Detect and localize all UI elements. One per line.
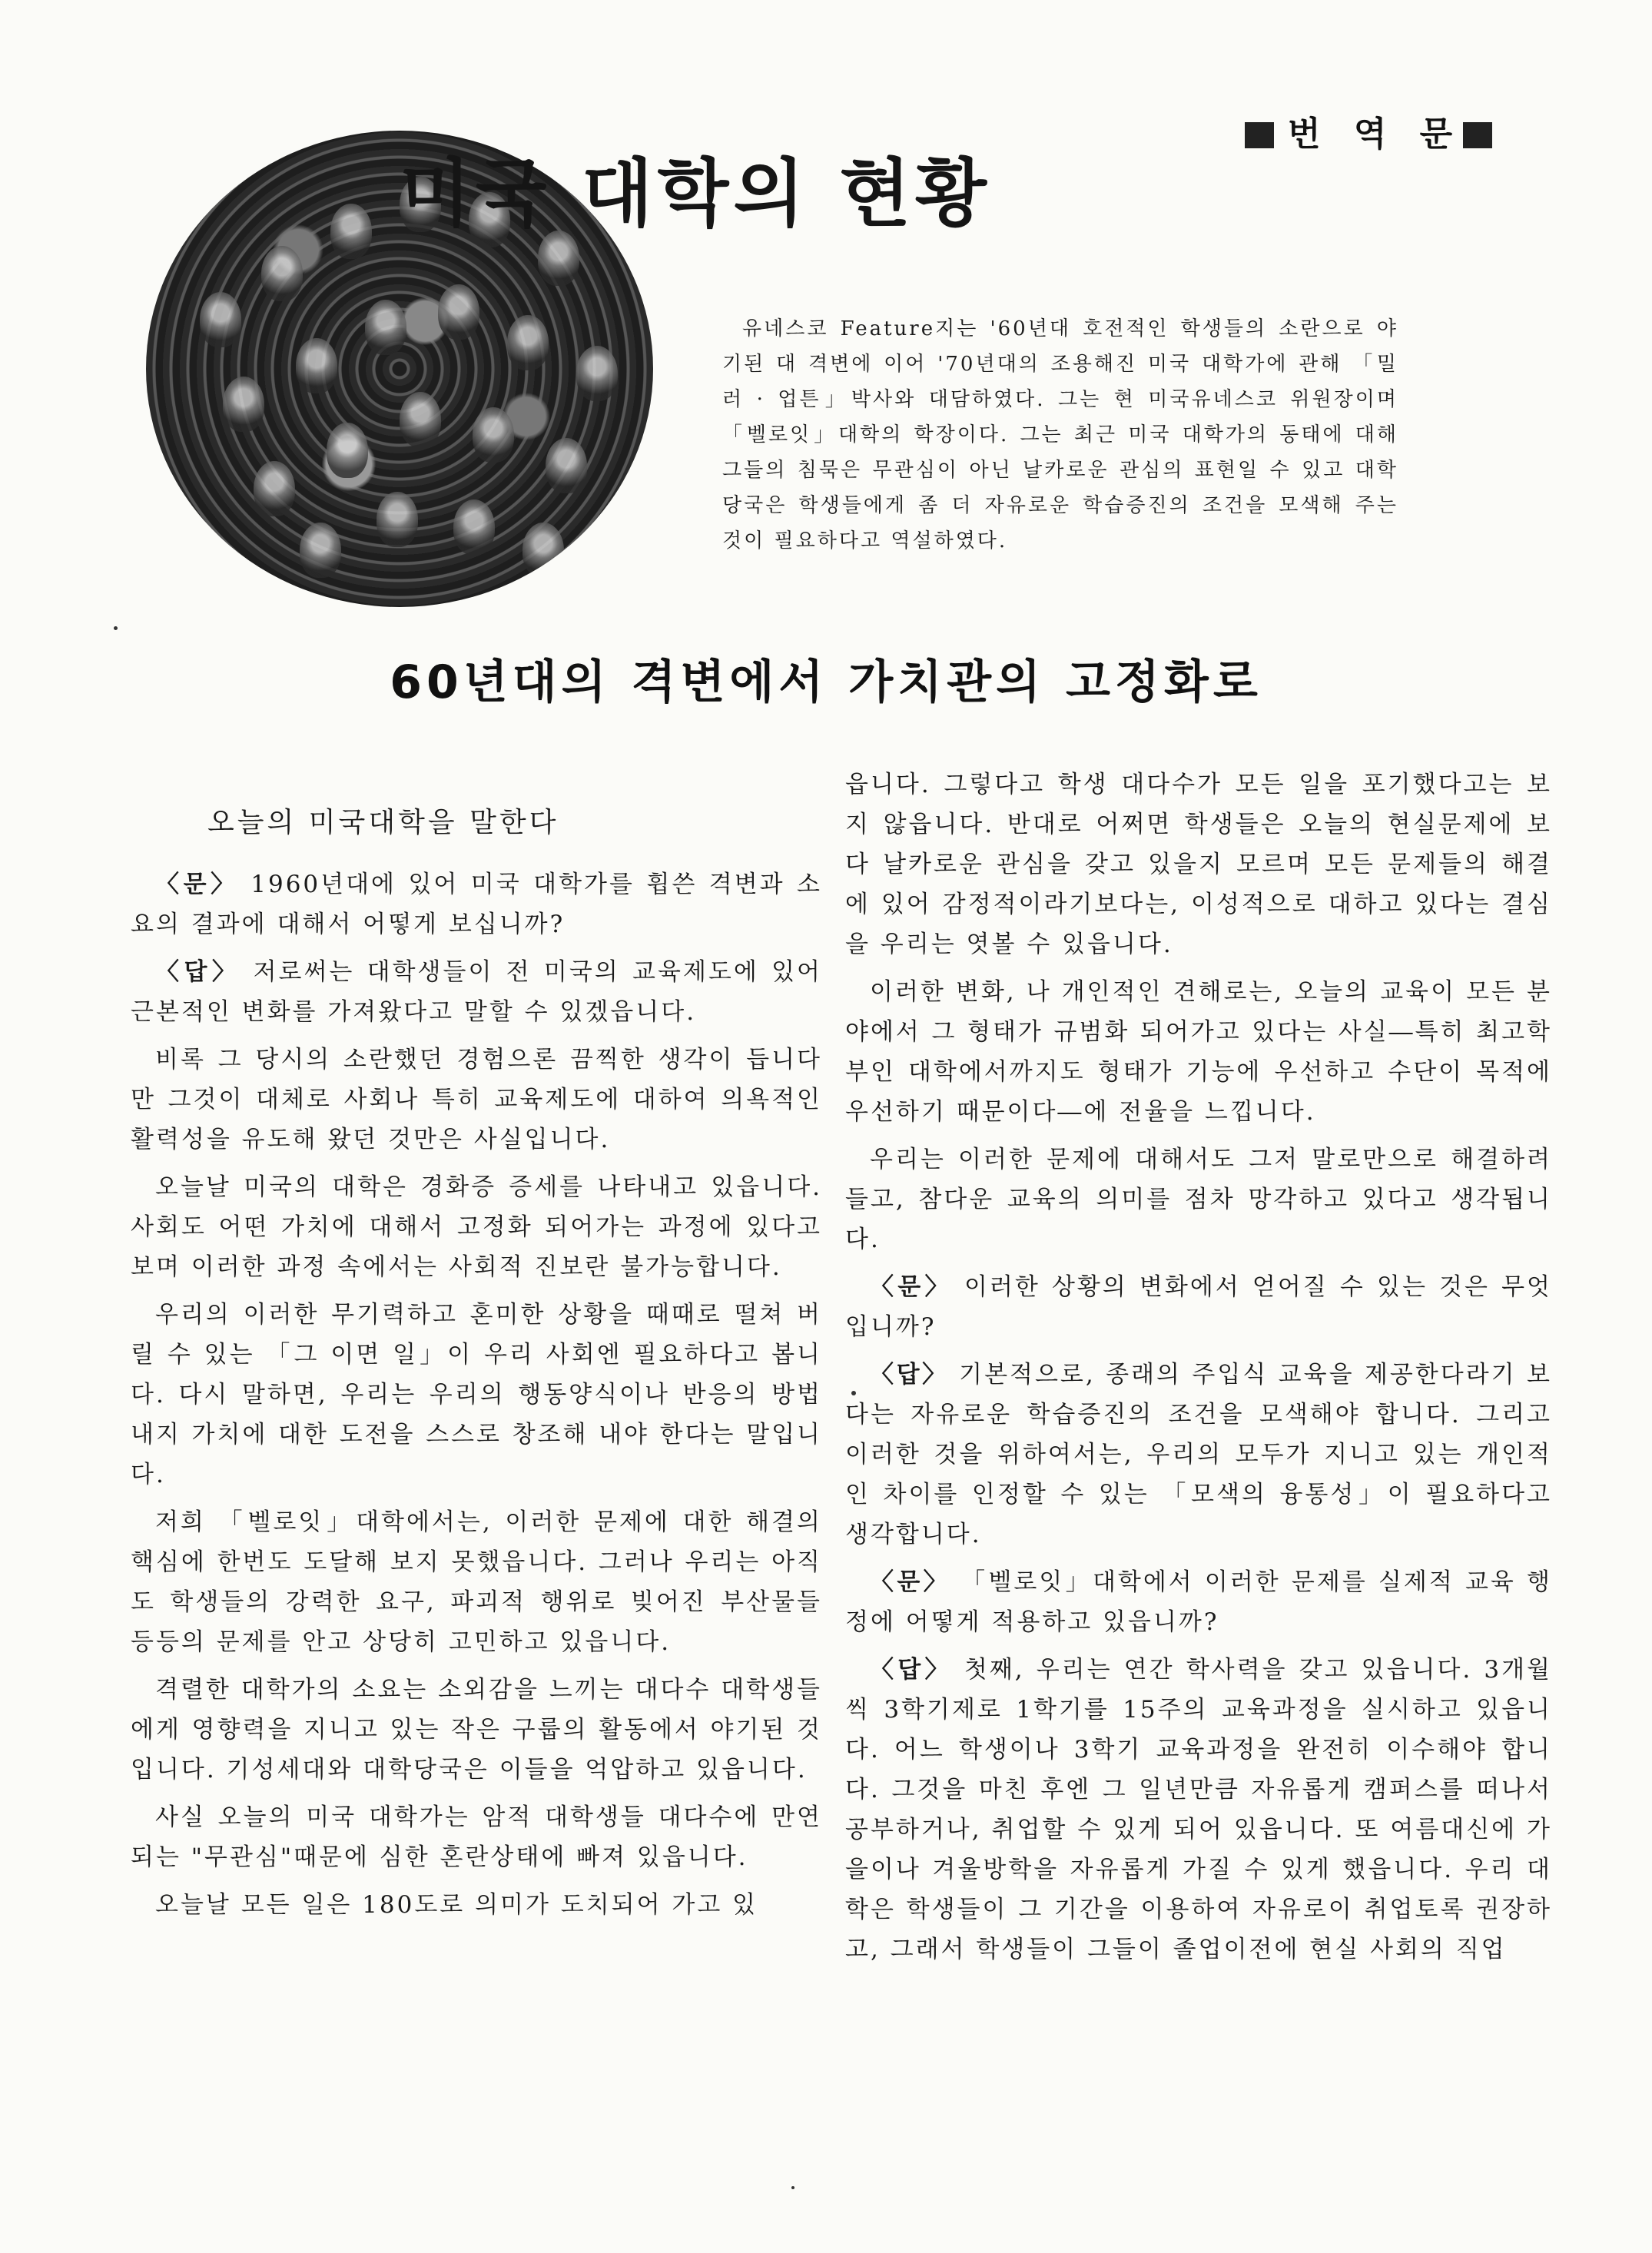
paragraph <box>131 1502 822 1662</box>
tag-box-left <box>1245 122 1274 148</box>
question-marker: 〈문〉 <box>870 1568 950 1596</box>
print-speck <box>791 2186 794 2189</box>
paragraph <box>845 972 1552 1132</box>
paragraph-text: 오늘날 미국의 대학은 경화증 증세를 나타내고 있읍니다. 사회도 어떤 가치에 대해서 고정화 되어가는 과정에 있다고 보며 이러한 과정 속에서는 사회적 진보란 불가능합니다. <box>131 1173 822 1281</box>
paragraph-text: 오늘날 모든 일은 180도로 의미가 도치되어 가고 있 <box>155 1891 758 1919</box>
paragraph-text: 읍니다. 그렇다고 학생 대다수가 모든 일을 포기했다고는 보지 않읍니다. 반대로 어쩌면 학생들은 오늘의 현실문제에 보다 날카로운 관심을 갖고 있을지 모르며 모든 문제들의 해결에 있어 감정적이라기보다는, 이성적으로 대하고 있다는 결심을 우리는 엿볼 수 있읍니다. <box>845 771 1552 958</box>
intro-summary <box>722 311 1398 559</box>
paragraph <box>131 1885 822 1925</box>
paragraph <box>131 1295 822 1495</box>
answer-marker: 〈답〉 <box>870 1361 949 1389</box>
right-column <box>845 765 1552 1977</box>
section-tag-label: 번 역 문 <box>1288 114 1464 154</box>
article-title: 미국 대학의 현황 <box>400 151 991 237</box>
paragraph <box>845 1140 1552 1259</box>
paragraph-text: 기본적으로, 종래의 주입식 교육을 제공한다라기 보다는 자유로운 학습증진의 조건을 모색해야 합니다. 그리고 이러한 것을 위하여서는, 우리의 모두가 지니고 있는 개인적인 차이를 인정할 수 있는 「모색의 융통성」이 필요하다고 생각합니다. <box>845 1361 1552 1548</box>
paragraph <box>131 1670 822 1790</box>
paragraph <box>131 952 822 1032</box>
question-marker: 〈문〉 <box>155 871 239 898</box>
paragraph-text: 격렬한 대학가의 소요는 소외감을 느끼는 대다수 대학생들에게 영향력을 지니고 있는 작은 구룹의 활동에서 야기된 것입니다. 기성세대와 대학당국은 이들을 억압하고 있읍니다. <box>131 1676 822 1783</box>
paragraph-text: 1960년대에 있어 미국 대학가를 휩쓴 격변과 소요의 결과에 대해서 어떻게 보십니까? <box>131 871 822 938</box>
intro-text: 유네스코 Feature지는 '60년대 호전적인 학생들의 소란으로 야기된 대 격변에 이어 '70년대의 조용해진 미국 대학가에 관해 「밀러 · 업튼」박사와 대담하였다. 그는 현 미국유네스코 위원장이며 「벨로잇」대학의 학장이다. 그는 최근 미국 대학가의 동태에 대해 그들의 침묵은 무관심이 아닌 날카로운 관심의 표현일 수 있고 대학당국은 학생들에게 좀 더 자유로운 학습증진의 조건을 모색해 주는 것이 필요하다고 역설하였다. <box>722 317 1398 552</box>
paragraph-text: 비록 그 당시의 소란했던 경험으론 끔찍한 생각이 듭니다만 그것이 대체로 사회나 특히 교육제도에 대하여 의욕적인 활력성을 유도해 왔던 것만은 사실입니다. <box>131 1046 822 1153</box>
print-speck <box>114 626 118 630</box>
paragraph <box>131 1167 822 1287</box>
paragraph-text: 「벨로잇」대학에서 이러한 문제를 실제적 교육 행정에 어떻게 적용하고 있읍니까? <box>845 1568 1552 1636</box>
paragraph-text: 이러한 변화, 나 개인적인 견해로는, 오늘의 교육이 모든 분야에서 그 형태가 규범화 되어가고 있다는 사실―특히 최고학부인 대학에서까지도 형태가 기능에 우선하고 수단이 목적에 우선하기 때문이다―에 전율을 느낍니다. <box>845 978 1552 1126</box>
left-paragraphs <box>131 864 822 1925</box>
paragraph <box>131 1797 822 1877</box>
paragraph-text: 우리는 이러한 문제에 대해서도 그저 말로만으로 해결하려 들고, 참다운 교육의 의미를 점차 망각하고 있다고 생각됩니다. <box>845 1146 1552 1253</box>
tag-box-right <box>1463 122 1492 148</box>
paragraph-text: 저희 「벨로잇」대학에서는, 이러한 문제에 대한 해결의 핵심에 한번도 도달해 보지 못했읍니다. 그러나 우리는 아직도 학생들의 강력한 요구, 파괴적 행위로 빚어진 부산물들 등등의 문제를 안고 상당히 고민하고 있읍니다. <box>131 1508 822 1656</box>
paragraph <box>845 765 1552 964</box>
paragraph-text: 우리의 이러한 무기력하고 혼미한 상황을 때때로 떨쳐 버릴 수 있는 「그 이면 일」이 우리 사회엔 필요하다고 봅니다. 다시 말하면, 우리는 우리의 행동양식이나 반응의 방법 내지 가치에 대한 도전을 스스로 창조해 내야 한다는 말입니다. <box>131 1301 822 1488</box>
paragraph <box>845 1650 1552 1969</box>
paragraph <box>131 1040 822 1160</box>
paragraph-text: 사실 오늘의 미국 대학가는 암적 대학생들 대다수에 만연되는 "무관심"때문에 심한 혼란상태에 빠져 있읍니다. <box>131 1803 822 1871</box>
paragraph <box>845 1355 1552 1555</box>
headline: 60년대의 격변에서 가치관의 고정화로 <box>390 655 1262 709</box>
paragraph-text: 첫째, 우리는 연간 학사력을 갖고 있읍니다. 3개월씩 3학기제로 1학기를 15주의 교육과정을 실시하고 있읍니다. 어느 학생이나 3학기 교육과정을 완전히 이수해야 합니다. 그것을 마친 후엔 그 일년만큼 자유롭게 캠퍼스를 떠나서 공부하거나, 취업할 수 있게 되어 있읍니다. 또 여름대신에 가을이나 겨울방학을 자유롭게 가질 수 있게 했읍니다. 우리 대학은 학생들이 그 기간을 이용하여 자유로이 취업토록 권장하고, 그래서 학생들이 그들이 졸업이전에 현실 사회의 직업 <box>845 1656 1552 1963</box>
left-column <box>131 803 822 1933</box>
right-paragraphs <box>845 765 1552 1969</box>
answer-marker: 〈답〉 <box>870 1656 953 1684</box>
paragraph <box>845 1267 1552 1347</box>
print-speck <box>851 1391 856 1395</box>
question-marker: 〈문〉 <box>870 1273 953 1301</box>
paragraph <box>845 1562 1552 1642</box>
answer-marker: 〈답〉 <box>155 958 241 986</box>
subhead: 오늘의 미국대학을 말한다 <box>207 807 559 838</box>
section-tag <box>1245 106 1492 155</box>
paragraph <box>131 864 822 944</box>
paragraph-text: 저로써는 대학생들이 전 미국의 교육제도에 있어 근본적인 변화를 가져왔다고 말할 수 있겠읍니다. <box>131 958 822 1026</box>
paragraph-text: 이러한 상황의 변화에서 얻어질 수 있는 것은 무엇입니까? <box>845 1273 1552 1341</box>
